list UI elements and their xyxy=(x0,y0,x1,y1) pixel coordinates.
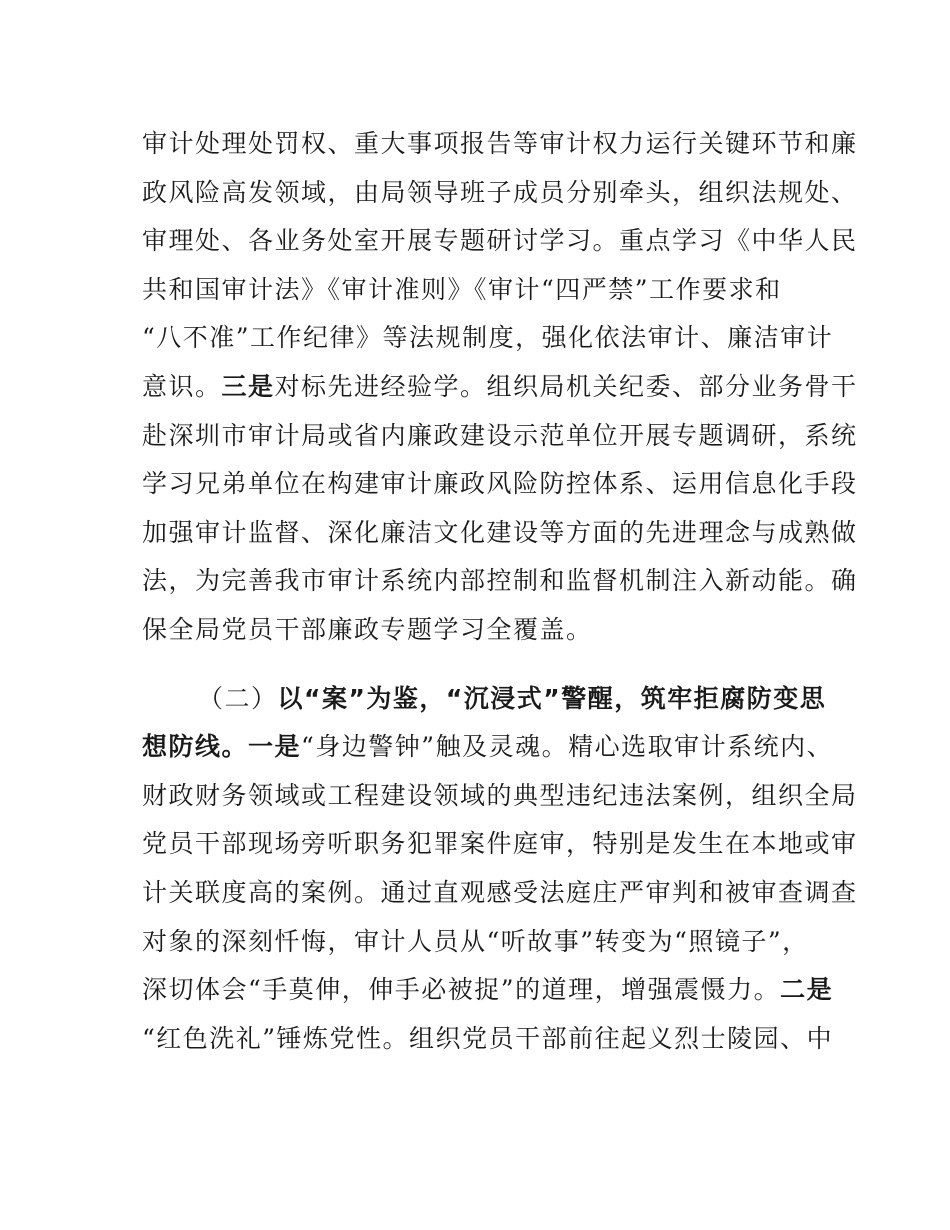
text-line: 学习兄弟单位在构建审计廉政风险防控体系、运用信息化手段 xyxy=(142,469,858,499)
text-line: 审计处理处罚权、重大事项报告等审计权力运行关键环节和廉 xyxy=(142,129,858,158)
text-line: 财政财务领域或工程建设领域的典型违纪违法案例，组织全局 xyxy=(142,780,858,810)
bold-keyword: 二是 xyxy=(780,975,834,1005)
text-line xyxy=(142,723,834,772)
text-line: 加强审计监督、深化廉洁文化建设等方面的先进理念与成熟做 xyxy=(142,517,858,547)
text-segment: 意识。 xyxy=(142,371,222,401)
document-body xyxy=(142,120,858,1063)
text-line: “红色洗礼”锤炼党性。组织党员干部前往起义烈士陵园、中 xyxy=(142,1023,834,1053)
text-segment: 对标先进经验学。组织局机关纪委、部分业务骨干 xyxy=(274,371,858,401)
text-line: 保全局党员干部廉政专题学习全覆盖。 xyxy=(142,614,593,644)
heading-number: （二） xyxy=(198,683,278,713)
text-line xyxy=(142,966,834,1015)
text-line: 党员干部现场旁听职务犯罪案件庭审，特别是发生在本地或审 xyxy=(142,829,858,859)
text-line: “八不准”工作纪律》等法规制度，强化依法审计、廉洁审计 xyxy=(142,323,834,353)
text-line: 对象的深刻忏悔，审计人员从“听故事”转变为“照镜子”， xyxy=(142,926,809,956)
text-line: 审理处、各业务处室开展专题研讨学习。重点学习《中华人民 xyxy=(142,226,858,256)
text-line: 赴深圳市审计局或省内廉政建设示范单位开展专题调研，系统 xyxy=(142,420,858,450)
heading-text: 以“案”为鉴，“沉浸式”警醒，筑牢拒腐防变思 xyxy=(277,683,827,713)
text-segment: 深切体会“手莫伸，伸手必被捉”的道理，增强震慑力。 xyxy=(142,975,781,1005)
heading-text: 想防线。一是 xyxy=(142,732,302,762)
text-segment: “身边警钟”触及灵魂。精心选取审计系统内、 xyxy=(301,732,834,762)
bold-keyword: 三是 xyxy=(221,371,275,401)
text-line: 共和国审计法》《审计准则》《审计“四严禁”工作要求和 xyxy=(142,274,782,304)
text-line xyxy=(142,363,858,412)
section-heading xyxy=(142,675,827,724)
text-line: 计关联度高的案例。通过直观感受法庭庄严审判和被审查调查 xyxy=(142,877,858,907)
text-line: 政风险高发领域，由局领导班子成员分别牵头，组织法规处、 xyxy=(142,177,858,207)
text-line: 法，为完善我市审计系统内部控制和监督机制注入新动能。确 xyxy=(142,566,858,596)
